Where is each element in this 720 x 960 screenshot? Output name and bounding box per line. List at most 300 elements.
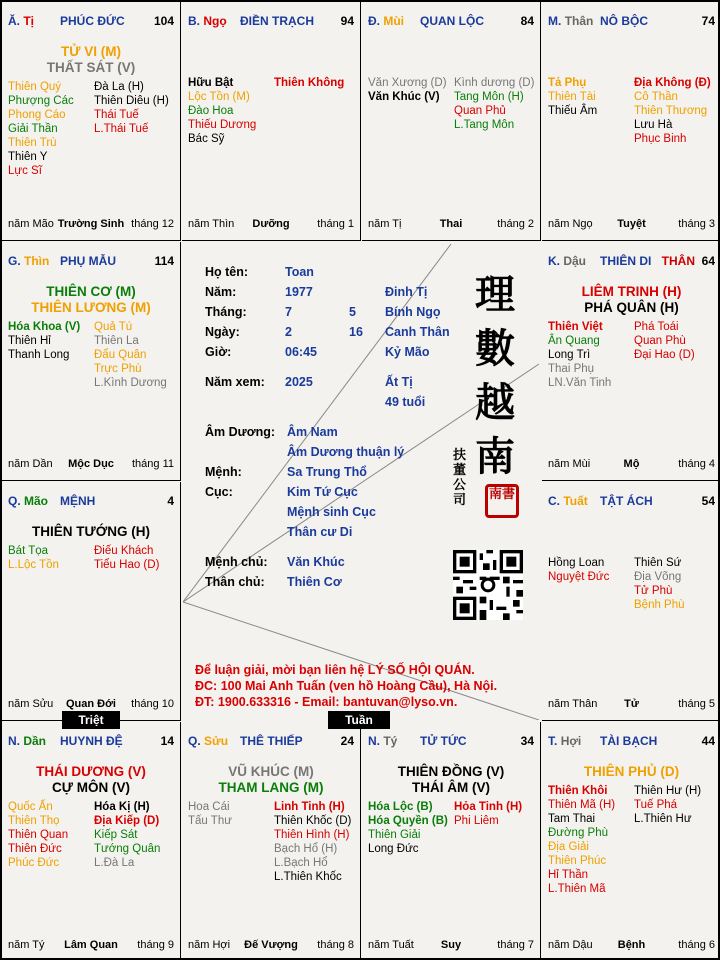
star-item: Đà La (H) <box>94 81 144 93</box>
can-label: C. <box>548 494 560 508</box>
right-stars <box>634 76 711 146</box>
star-item: Hỏa Tinh (H) <box>454 801 523 813</box>
right-stars <box>94 544 159 572</box>
star-item: L.Bạch Hổ <box>274 857 328 869</box>
star-item: L.Đà La <box>94 857 135 869</box>
palace-cell-thin[interactable] <box>2 242 181 481</box>
star-item: Thiên Y <box>8 151 48 163</box>
palace-cell-mao[interactable] <box>2 482 181 721</box>
palace-name: TẬT ÁCH <box>600 494 653 508</box>
can-label: Q. <box>188 734 201 748</box>
star-item: Long Đức <box>368 843 419 855</box>
main-stars <box>2 764 180 796</box>
ruler-values <box>287 552 345 592</box>
life-stage: Mộ <box>623 458 640 470</box>
day-lunar: 16 <box>349 325 363 339</box>
star-item: Tả Phụ <box>548 77 587 89</box>
star-item: Thiên Việt <box>548 321 603 333</box>
star-item: Thai Phụ <box>548 363 595 375</box>
palace-name: PHỤ MẪU <box>60 254 116 268</box>
star-item: Thiên Đức <box>8 843 62 855</box>
view-year-value: 2025 <box>285 375 313 389</box>
star-item: Long Trì <box>548 349 591 361</box>
left-stars <box>8 800 68 870</box>
star-item: Kiếp Sát <box>94 829 138 841</box>
star-item: L.Tang Môn <box>454 119 515 131</box>
palace-header <box>8 494 174 510</box>
month-label: tháng 12 <box>131 218 174 230</box>
year-value: 1977 <box>285 285 313 299</box>
can-chi <box>548 254 586 268</box>
star-item: Linh Tinh (H) <box>274 801 345 813</box>
main-star: THÁI DƯƠNG (V) <box>36 764 146 779</box>
contact-line-2: ĐC: 100 Mai Anh Tuấn (ven hồ Hoàng Cầu), Hà Nội. <box>195 679 498 693</box>
hour-label: Giờ: <box>205 345 232 359</box>
star-item: Thiên Tài <box>548 91 596 103</box>
month-label: tháng 2 <box>497 218 534 230</box>
chi-label: Sửu <box>204 734 229 748</box>
right-stars <box>94 800 160 870</box>
star-item: Bác Sỹ <box>188 133 225 145</box>
palace-footer <box>368 939 534 953</box>
contact-info <box>195 662 497 710</box>
star-item: Thiên Giải <box>368 829 421 841</box>
palace-cell-than[interactable] <box>542 2 720 241</box>
can-chi <box>8 254 49 268</box>
palace-footer <box>8 698 174 712</box>
month-label: tháng 11 <box>131 458 174 470</box>
main-stars <box>362 764 540 796</box>
star-item: L.Kình Dương <box>94 377 167 389</box>
palace-name: PHÚC ĐỨC <box>60 14 125 28</box>
month-label: tháng 7 <box>497 939 534 951</box>
star-item: Hóa Kị (H) <box>94 801 150 813</box>
month-label: tháng 6 <box>678 939 715 951</box>
star-item: Thiên Hư (H) <box>634 785 702 797</box>
right-stars <box>634 784 701 826</box>
star-item: Thiên La <box>94 335 139 347</box>
star-item: Bạch Hổ (H) <box>274 843 338 855</box>
star-item: Thiên Quan <box>8 829 69 841</box>
left-stars <box>548 556 609 584</box>
can-chi <box>8 494 48 508</box>
star-item: Thiếu Dương <box>188 119 257 131</box>
logo-char-3: 越 <box>475 379 515 426</box>
logo-calligraphy <box>475 268 515 484</box>
cuc-label: Cục: <box>205 485 233 499</box>
star-item: Tử Phù <box>634 585 673 597</box>
star-item: Cô Thần <box>634 91 678 103</box>
palace-footer <box>368 218 534 232</box>
life-stage: Đế Vượng <box>244 939 298 951</box>
can-chi <box>548 14 593 28</box>
year-label: năm Dần <box>8 458 53 470</box>
left-stars <box>548 76 597 118</box>
palace-number: 44 <box>701 734 715 748</box>
name-label: Họ tên: <box>205 265 249 279</box>
chi-label: Tị <box>23 14 35 28</box>
star-item: LN.Văn Tinh <box>548 377 612 389</box>
palace-footer <box>548 218 715 232</box>
hour-value: 06:45 <box>285 345 317 359</box>
star-item: Hóa Lộc (B) <box>368 801 433 813</box>
main-star: THIÊN PHỦ (D) <box>583 764 680 779</box>
view-year-label: Năm xem: <box>205 375 265 389</box>
can-label: M. <box>548 14 562 28</box>
star-item: Đào Hoa <box>188 105 234 117</box>
right-stars <box>94 80 169 136</box>
hour-can: Kỷ Mão <box>385 345 430 359</box>
star-item: Hồng Loan <box>548 557 605 569</box>
star-item: Địa Kiếp (D) <box>94 815 160 827</box>
name-value: Toan <box>285 265 314 279</box>
star-item: Địa Không (Đ) <box>634 77 711 89</box>
left-stars <box>8 544 59 572</box>
can-chi <box>188 734 228 748</box>
menh-value: Sa Trung Thổ <box>287 465 367 479</box>
star-item: Thanh Long <box>8 349 70 361</box>
menhchu-label: Mệnh chủ: <box>205 555 268 569</box>
main-star: THIÊN LƯƠNG (M) <box>31 300 151 315</box>
year-label: năm Hợi <box>188 939 231 951</box>
palace-header <box>548 14 715 30</box>
star-item: Hóa Khoa (V) <box>8 321 81 333</box>
life-stage: Lâm Quan <box>64 939 118 951</box>
star-item: Điếu Khách <box>94 545 154 557</box>
red-seal: 南書 <box>485 484 519 518</box>
palace-header <box>368 14 534 30</box>
month-lunar: 5 <box>349 305 356 319</box>
destiny-labels <box>205 422 275 502</box>
palace-footer <box>8 939 174 953</box>
month-label: Tháng: <box>205 305 247 319</box>
star-item: Phá Toái <box>634 321 679 333</box>
day-label: Ngày: <box>205 325 240 339</box>
star-item: Thiên Quý <box>8 81 62 93</box>
month-value: 7 <box>285 305 292 319</box>
main-star: THIÊN TƯỚNG (H) <box>32 524 150 539</box>
star-item: Thiên Khốc (D) <box>274 815 352 827</box>
logo-small-text <box>453 448 469 508</box>
year-label: năm Dậu <box>548 939 593 951</box>
year-can: Đinh Tị <box>385 285 428 299</box>
chi-label: Ngọ <box>203 14 227 28</box>
star-item: L.Thái Tuế <box>94 123 149 135</box>
main-star: PHÁ QUÂN (H) <box>584 300 679 315</box>
chi-label: Hợi <box>560 734 582 748</box>
palace-name: TỬ TỨC <box>420 734 467 748</box>
qr-code-icon[interactable] <box>453 550 523 620</box>
can-label: B. <box>188 14 200 28</box>
can-label: G. <box>8 254 21 268</box>
chi-label: Thân <box>564 14 594 28</box>
menhchu-value: Văn Khúc <box>287 555 345 569</box>
can-chi <box>368 14 404 28</box>
star-item: Trực Phù <box>94 363 142 375</box>
star-item: Đường Phù <box>548 827 608 839</box>
left-stars <box>368 76 447 104</box>
palace-footer <box>8 218 174 232</box>
star-item: L.Thiên Hư <box>634 813 692 825</box>
thanchu-value: Thiên Cơ <box>287 575 342 589</box>
logo-small-1: 扶 <box>453 448 467 463</box>
main-star: LIÊM TRINH (H) <box>581 284 682 299</box>
month-label: tháng 3 <box>678 218 715 230</box>
star-item: Thái Tuế <box>94 109 139 121</box>
can-chi-values <box>385 282 450 412</box>
main-star: THÁI ÂM (V) <box>412 780 490 795</box>
logo-char-4: 南 <box>475 433 515 480</box>
star-item: Tam Thai <box>548 813 596 825</box>
star-item: Lực Sĩ <box>8 165 42 177</box>
center-info-panel <box>183 244 539 720</box>
star-item: Lộc Tồn (M) <box>188 91 250 103</box>
star-item: Tướng Quân <box>94 843 161 855</box>
age-value: 49 tuổi <box>385 395 426 409</box>
star-item: Hỉ Thần <box>548 869 589 881</box>
right-stars <box>454 76 534 132</box>
star-item: Thiên Thương <box>634 105 708 117</box>
chi-label: Thìn <box>24 254 50 268</box>
palace-number: 74 <box>701 14 715 28</box>
main-star: VŨ KHÚC (M) <box>228 764 314 779</box>
star-item: Văn Xương (D) <box>368 77 447 89</box>
logo-small-4: 司 <box>453 493 467 508</box>
palace-number: 34 <box>520 734 534 748</box>
can-label: N. <box>368 734 380 748</box>
chi-label: Mùi <box>383 14 405 28</box>
palace-number: 24 <box>340 734 354 748</box>
palace-cell-suu[interactable] <box>182 722 361 960</box>
amduong-label: Âm Dương: <box>205 425 276 439</box>
star-item: Phục Binh <box>634 133 687 145</box>
palace-name: THÊ THIẾP <box>240 734 303 748</box>
month-label: tháng 9 <box>137 939 174 951</box>
palace-number: 14 <box>160 734 174 748</box>
chi-label: Dần <box>23 734 47 748</box>
palace-cell-ti[interactable] <box>362 722 541 960</box>
star-item: Ân Quang <box>548 335 600 347</box>
star-item: Văn Khúc (V) <box>368 91 440 103</box>
life-stage: Mộc Dục <box>68 458 114 470</box>
life-stage: Dưỡng <box>252 218 290 230</box>
palace-name: HUYNH ĐỆ <box>60 734 123 748</box>
month-label: tháng 10 <box>131 698 174 710</box>
chi-label: Dậu <box>563 254 587 268</box>
year-label: Năm: <box>205 285 237 299</box>
palace-footer <box>548 698 715 712</box>
star-item: Giải Thần <box>8 123 58 135</box>
palace-name: THIÊN DI <box>600 254 652 268</box>
chi-label: Tuất <box>563 494 588 508</box>
palace-cell-ty[interactable] <box>2 2 181 241</box>
palace-name: ĐIỀN TRẠCH <box>240 14 314 28</box>
thanchu-label: Thân chủ: <box>205 575 265 589</box>
year-label: năm Tuất <box>368 939 414 951</box>
amduong-value-2: Âm Dương thuận lý <box>287 445 405 459</box>
star-item: Lưu Hà <box>634 119 673 131</box>
month-label: tháng 8 <box>317 939 354 951</box>
palace-header <box>8 734 174 750</box>
amduong-value: Âm Nam <box>287 425 338 439</box>
star-item: Phượng Các <box>8 95 74 107</box>
can-label: K. <box>548 254 560 268</box>
life-stage: Suy <box>440 939 462 951</box>
star-item: Tang Môn (H) <box>454 91 524 103</box>
year-label: năm Thìn <box>188 218 235 230</box>
month-label: tháng 1 <box>317 218 354 230</box>
life-stage: Tuyệt <box>617 218 646 230</box>
palace-header <box>548 734 715 750</box>
palace-header <box>548 254 715 270</box>
left-stars <box>368 800 448 856</box>
palace-name: TÀI BẠCH <box>600 734 658 748</box>
year-label: năm Tị <box>368 218 402 230</box>
left-stars <box>188 76 256 146</box>
palace-footer <box>548 939 715 953</box>
star-item: Đẩu Quân <box>94 349 147 361</box>
star-item: Bát Tọa <box>8 545 49 557</box>
chi-label: Tý <box>383 734 398 748</box>
palace-cell-dan[interactable] <box>2 722 181 960</box>
star-item: Tiểu Hao (D) <box>94 559 160 571</box>
star-item: Thiên Hỉ <box>8 335 51 347</box>
palace-header <box>368 734 534 750</box>
logo-small-3: 公 <box>453 478 467 493</box>
logo-char-2: 數 <box>475 325 515 372</box>
palace-cell-dau[interactable] <box>542 242 720 481</box>
can-chi <box>548 734 581 748</box>
palace-number: 54 <box>701 494 715 508</box>
month-label: tháng 5 <box>678 698 715 710</box>
can-chi <box>188 14 227 28</box>
star-item: Quả Tú <box>94 321 133 333</box>
lunar-values <box>349 302 363 342</box>
palace-footer <box>8 458 174 472</box>
star-item: Thiên Thọ <box>8 815 60 827</box>
day-can: Canh Thân <box>385 325 450 339</box>
birth-info-values <box>285 262 317 392</box>
can-label: T. <box>548 734 558 748</box>
life-stage: Bệnh <box>617 939 646 951</box>
palace-footer <box>548 458 715 472</box>
left-stars <box>548 320 611 390</box>
can-chi <box>8 734 46 748</box>
star-item: Bệnh Phù <box>634 599 685 611</box>
star-item: Thiên Mã (H) <box>548 799 616 811</box>
main-star: CỰ MÔN (V) <box>52 780 130 795</box>
can-label: Ă. <box>8 14 20 28</box>
palace-cell-hoi[interactable] <box>542 722 720 960</box>
palace-number: 4 <box>167 494 174 508</box>
year-label: năm Ngọ <box>548 218 593 230</box>
star-item: Tuế Phá <box>634 799 678 811</box>
palace-header <box>188 14 354 30</box>
can-chi <box>548 494 588 508</box>
star-item: Quốc Ấn <box>8 801 53 813</box>
star-item: Tấu Thư <box>188 815 232 827</box>
palace-name: QUAN LỘC <box>420 14 484 28</box>
left-stars <box>8 320 80 362</box>
palace-number: 104 <box>153 14 174 28</box>
palace-cell-tuat[interactable] <box>542 482 720 721</box>
can-label: N. <box>8 734 20 748</box>
life-stage: Thai <box>439 218 463 230</box>
main-star: THAM LANG (M) <box>218 780 324 795</box>
life-stage: Quan Đới <box>66 698 116 710</box>
main-stars <box>2 44 180 76</box>
star-item: Thiên Phúc <box>548 855 607 867</box>
star-item: L.Thiên Mã <box>548 883 606 895</box>
star-item: Thiên Trù <box>8 137 57 149</box>
main-star: THẤT SÁT (V) <box>46 60 136 75</box>
can-chi <box>368 734 397 748</box>
palace-header <box>548 494 715 510</box>
year-label: năm Mão <box>8 218 54 230</box>
star-item: Quan Phủ <box>454 105 506 117</box>
menh-label: Mệnh: <box>205 465 242 479</box>
star-item: Kình dương (D) <box>454 77 535 89</box>
palace-name: MỆNH <box>60 494 96 508</box>
life-stage: Tử <box>624 698 639 710</box>
palace-number: 84 <box>520 14 534 28</box>
logo-small-2: 董 <box>453 463 467 478</box>
year-label: năm Tý <box>8 939 45 951</box>
left-stars <box>188 800 232 828</box>
ruler-labels <box>205 552 268 592</box>
right-stars <box>274 800 351 884</box>
star-item: L.Lộc Tồn <box>8 559 59 571</box>
right-stars <box>94 320 167 390</box>
triet-marker: Triệt <box>62 711 120 729</box>
left-stars <box>8 80 74 178</box>
star-item: Địa Võng <box>634 571 682 583</box>
palace-cell-mui[interactable] <box>362 2 541 241</box>
tuan-marker: Tuần <box>328 711 390 729</box>
star-item: Đại Hao (D) <box>634 349 695 361</box>
main-stars <box>542 764 720 780</box>
cuc-value: Kim Tứ Cục <box>287 485 358 499</box>
main-stars <box>182 764 360 796</box>
palace-header <box>8 254 174 270</box>
palace-header <box>188 734 354 750</box>
contact-line-1: Để luận giải, mời bạn liên hệ LÝ SỐ HỘI QUÁN. <box>195 663 475 677</box>
palace-name: NÔ BỘC <box>600 14 648 28</box>
view-year-can: Ất Tị <box>385 375 413 389</box>
than-marker: THÂN <box>661 254 695 268</box>
can-label: Đ. <box>368 14 380 28</box>
palace-number: 94 <box>340 14 354 28</box>
star-item: Quan Phù <box>634 335 686 347</box>
palace-number: 64 <box>701 254 715 268</box>
star-item: L.Thiên Khốc <box>274 871 342 883</box>
star-item: Phi Liêm <box>454 815 499 827</box>
main-star: THIÊN ĐỒNG (V) <box>397 764 505 779</box>
palace-footer <box>188 218 354 232</box>
contact-line-3[interactable]: ĐT: 1900.633316 - Email: bantuvan@lyso.vn. <box>195 695 458 709</box>
year-label: năm Sửu <box>8 698 54 710</box>
star-item: Hữu Bật <box>188 77 234 89</box>
star-item: Địa Giải <box>548 841 589 853</box>
main-stars <box>2 284 180 316</box>
right-stars <box>634 556 685 612</box>
chi-label: Mão <box>24 494 49 508</box>
main-star: THIÊN CƠ (M) <box>46 284 136 299</box>
year-label: năm Thân <box>548 698 598 710</box>
star-item: Phong Cáo <box>8 109 66 121</box>
destiny-values <box>287 422 404 542</box>
palace-cell-ngo[interactable] <box>182 2 361 241</box>
